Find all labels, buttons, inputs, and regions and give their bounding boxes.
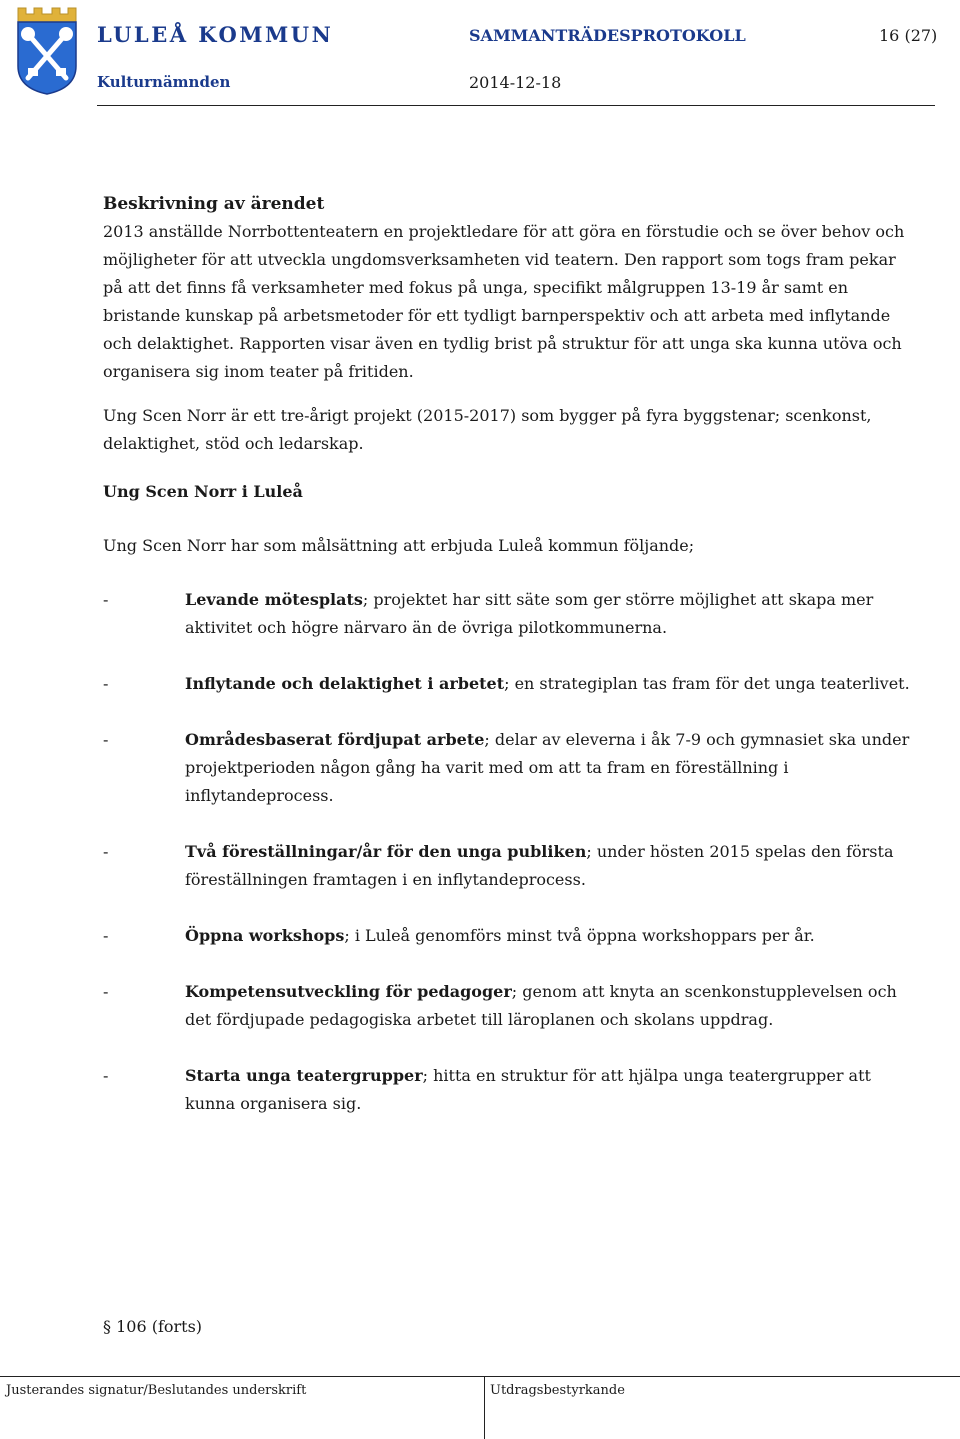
footer-column-divider: [484, 1376, 485, 1439]
list-dash: -: [103, 590, 109, 609]
list-dash: -: [103, 842, 109, 861]
coat-of-arms-icon: [12, 4, 82, 96]
intro-text: Ung Scen Norr har som målsättning att erbjuda Luleå kommun följande;: [103, 536, 695, 555]
list-item-text: ; i Luleå genomförs minst två öppna workshoppars per år.: [344, 926, 815, 945]
document-body: [103, 190, 918, 1146]
paragraph-reference: § 106 (forts): [103, 1317, 203, 1336]
list-item-title: Kompetensutveckling för pedagoger: [185, 982, 512, 1001]
goals-list: [103, 586, 918, 1118]
list-item: [103, 726, 918, 810]
page-number: 16 (27): [879, 26, 938, 45]
list-item: [103, 838, 918, 894]
header-divider: [97, 105, 935, 106]
subheading: Ung Scen Norr i Luleå: [103, 482, 303, 501]
document-type: SAMMANTRÄDESPROTOKOLL: [469, 26, 746, 45]
list-item-text: ; genom att knyta an scenkonstupplevelsen och det fördjupade pedagogiska arbetet till läroplanen och skolans uppdrag.: [185, 982, 897, 1029]
list-item: [103, 586, 918, 642]
organization-name: LULEÅ KOMMUN: [97, 22, 334, 47]
committee-name: Kulturnämnden: [97, 73, 231, 91]
list-item-text: ; under hösten 2015 spelas den första föreställningen framtagen i en inflytandeprocess.: [185, 842, 894, 889]
list-item: [103, 670, 918, 698]
list-item: [103, 978, 918, 1034]
paragraph-background: 2013 anställde Norrbottenteatern en projektledare för att göra en förstudie och se över behov och möjligheter för att utveckla ungdomsverksamheten vid teatern. Den rapport som togs fram pekar på att det finns få verksamheter med fokus på unga, specifikt målgruppen 13-19 år samt en bristande kunskap på arbetsmetoder för ett tydligt barnperspektiv och att arbeta med inflytande och delaktighet. Rapporten visar även en tydlig brist på struktur för att unga ska kunna utöva och organisera sig inom teater på fritiden.: [103, 222, 905, 381]
list-item-text: ; en strategiplan tas fram för det unga teaterlivet.: [504, 674, 910, 693]
list-item-title: Levande mötesplats: [185, 590, 363, 609]
list-item-text: ; projektet har sitt säte som ger större möjlighet att skapa mer aktivitet och högre närvaro än de övriga pilotkommunerna.: [185, 590, 874, 637]
list-dash: -: [103, 674, 109, 693]
extract-label: Utdragsbestyrkande: [490, 1383, 625, 1398]
signature-label: Justerandes signatur/Beslutandes underskrift: [6, 1383, 307, 1398]
section-heading: Beskrivning av ärendet: [103, 194, 325, 214]
list-item-title: Inflytande och delaktighet i arbetet: [185, 674, 505, 693]
footer-divider: [0, 1376, 960, 1377]
meeting-date: 2014-12-18: [469, 73, 562, 92]
list-dash: -: [103, 926, 109, 945]
list-item-text: ; delar av eleverna i åk 7-9 och gymnasiet ska under projektperioden någon gång ha varit med om att ta fram en föreställning i inflytandeprocess.: [185, 730, 910, 805]
paragraph-project: Ung Scen Norr är ett tre-årigt projekt (2015-2017) som bygger på fyra byggstenar; scenkonst, delaktighet, stöd och ledarskap.: [103, 406, 872, 453]
list-item-text: ; hitta en struktur för att hjälpa unga teatergrupper att kunna organisera sig.: [185, 1066, 871, 1113]
list-item-title: Starta unga teatergrupper: [185, 1066, 423, 1085]
list-dash: -: [103, 982, 109, 1001]
list-dash: -: [103, 1066, 109, 1085]
list-item-title: Öppna workshops: [185, 926, 345, 945]
list-item: [103, 1062, 918, 1118]
list-item-title: Två föreställningar/år för den unga publiken: [185, 842, 587, 861]
list-dash: -: [103, 730, 109, 749]
list-item: [103, 922, 918, 950]
list-item-title: Områdesbaserat fördjupat arbete: [185, 730, 485, 749]
